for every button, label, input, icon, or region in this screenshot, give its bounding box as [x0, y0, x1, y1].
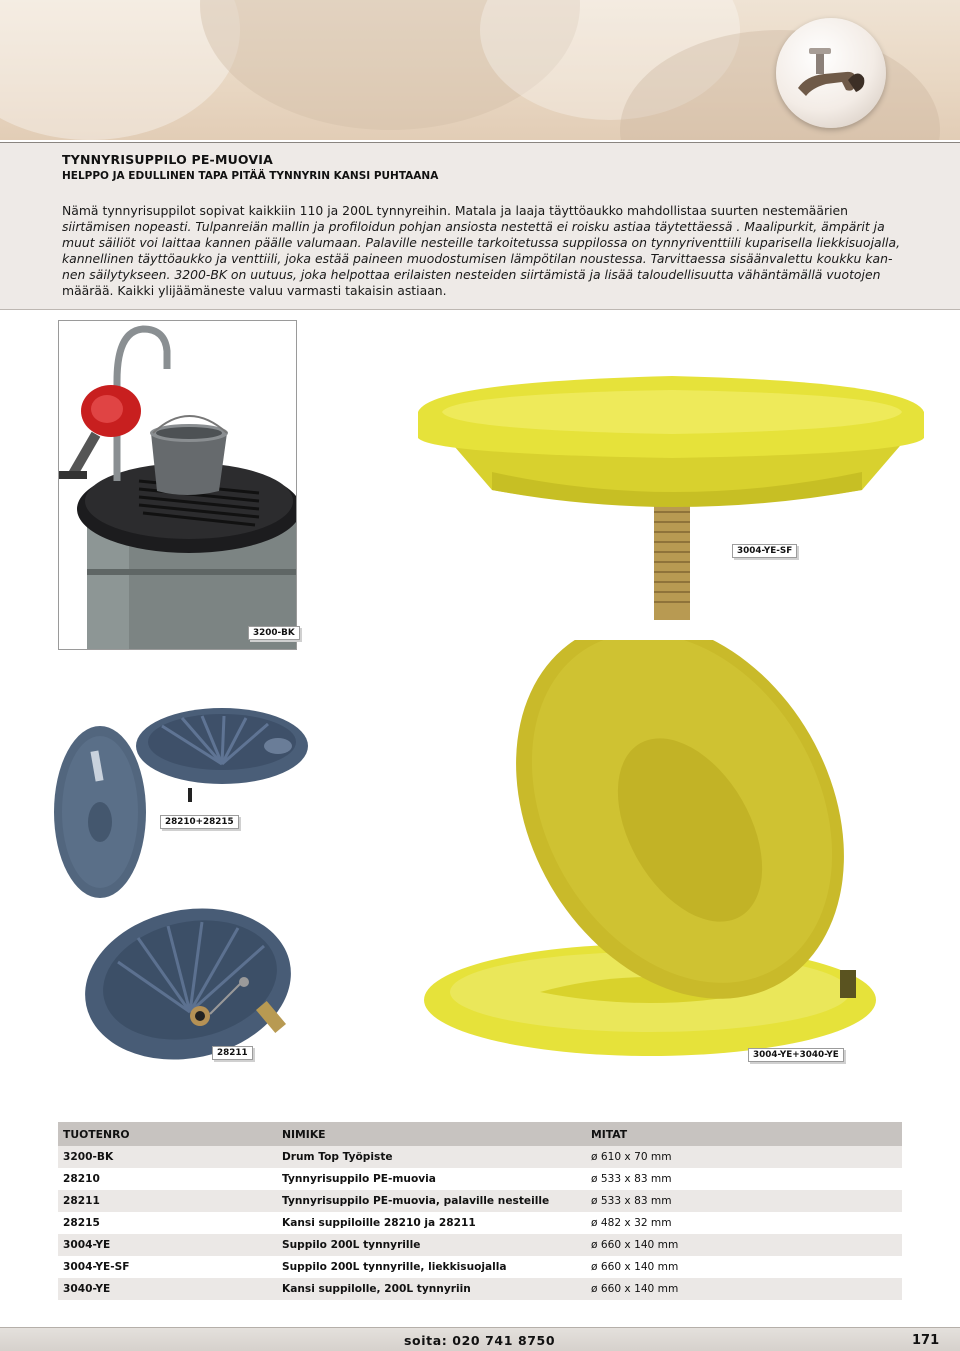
photo-label-28211: 28211 [212, 1046, 253, 1060]
table-row [58, 1212, 902, 1234]
product-name: Suppilo 200L tynnyrille [277, 1234, 586, 1256]
product-name: Tynnyrisuppilo PE-muovia, palaville nesteille [277, 1190, 586, 1212]
product-name: Drum Top Työpiste [277, 1146, 586, 1168]
page-number: 171 [912, 1333, 940, 1348]
product-code: 3004-YE [58, 1234, 277, 1256]
photo-label-28210-28215: 28210+28215 [160, 815, 239, 829]
footer-phone: soita: 020 741 8750 [404, 1333, 556, 1348]
table-header-row [58, 1122, 902, 1146]
product-name: Kansi suppiloille 28210 ja 28211 [277, 1212, 586, 1234]
product-photo-3200-bk [58, 320, 297, 650]
product-size: ø 660 x 140 mm [586, 1278, 902, 1300]
product-size: ø 660 x 140 mm [586, 1256, 902, 1278]
faucet-badge-icon [776, 18, 886, 128]
table-row [58, 1256, 902, 1278]
product-photo-28210-28215 [52, 702, 312, 912]
intro-paragraph [62, 203, 936, 299]
product-code: 28211 [58, 1190, 277, 1212]
header-banner [0, 0, 960, 140]
product-table [58, 1122, 902, 1300]
column-header-size: MITAT [586, 1122, 902, 1146]
intro-line: siirtämisen nopeasti. Tulpanreiän mallin ja profiloidun pohjan ansiosta nestettä ei roisku astiaa täytettäessä . Maalipurkit, ämpärit ja [62, 219, 885, 234]
intro-line: nen säilytykseen. 3200-BK on uutuus, joka helpottaa erilaisten nesteiden siirtämistä ja lisää taloudellisuutta vähäntämällä vuotojen [62, 267, 881, 282]
table-row [58, 1234, 902, 1256]
table-row [58, 1146, 902, 1168]
table-row [58, 1168, 902, 1190]
product-photo-28211 [78, 892, 310, 1070]
intro-panel [0, 142, 960, 310]
product-size: ø 610 x 70 mm [586, 1146, 902, 1168]
page-footer [0, 1327, 960, 1351]
photo-label-3004-ye-3040-ye: 3004-YE+3040-YE [748, 1048, 844, 1062]
intro-line: muut säiliöt voi laittaa kannen päälle valumaan. Palaville nesteille tarkoitetussa suppilossa on tynnyriventtiili kuparisella liekkisuojalla, [62, 235, 901, 250]
column-header-code: TUOTENRO [58, 1122, 277, 1146]
product-size: ø 533 x 83 mm [586, 1168, 902, 1190]
section-subtitle: HELPPO JA EDULLINEN TAPA PITÄÄ TYNNYRIN KANSI PUHTAANA [62, 170, 439, 182]
photo-label-3004-ye-sf: 3004-YE-SF [732, 544, 797, 558]
product-name: Suppilo 200L tynnyrille, liekkisuojalla [277, 1256, 586, 1278]
section-title: TYNNYRISUPPILO PE-MUOVIA [62, 152, 274, 167]
intro-line: Nämä tynnyrisuppilot sopivat kaikkiin 110 ja 200L tynnyreihin. Matala ja laaja täyttöaukko mahdollistaa suurten nestemäärien [62, 203, 848, 218]
intro-line: määrää. Kaikki ylijäämäneste valuu varmasti takaisin astiaan. [62, 283, 447, 298]
intro-line: kannellinen täyttöaukko ja venttiili, joka estää paineen muodostumisen lämpötilan noustessa. Tarvittaessa sisäänvalettu koukku kan- [62, 251, 893, 266]
table-row [58, 1190, 902, 1212]
product-code: 3040-YE [58, 1278, 277, 1300]
product-size: ø 482 x 32 mm [586, 1212, 902, 1234]
product-code: 28210 [58, 1168, 277, 1190]
product-photo-3004-ye-sf [412, 372, 932, 622]
product-code: 28215 [58, 1212, 277, 1234]
column-header-name: NIMIKE [277, 1122, 586, 1146]
table-row [58, 1278, 902, 1300]
photo-label-3200-bk: 3200-BK [248, 626, 300, 640]
product-code: 3200-BK [58, 1146, 277, 1168]
product-name: Tynnyrisuppilo PE-muovia [277, 1168, 586, 1190]
product-photo-3004-ye-3040-ye [420, 640, 890, 1060]
product-name: Kansi suppilolle, 200L tynnyriin [277, 1278, 586, 1300]
product-size: ø 660 x 140 mm [586, 1234, 902, 1256]
product-size: ø 533 x 83 mm [586, 1190, 902, 1212]
product-code: 3004-YE-SF [58, 1256, 277, 1278]
